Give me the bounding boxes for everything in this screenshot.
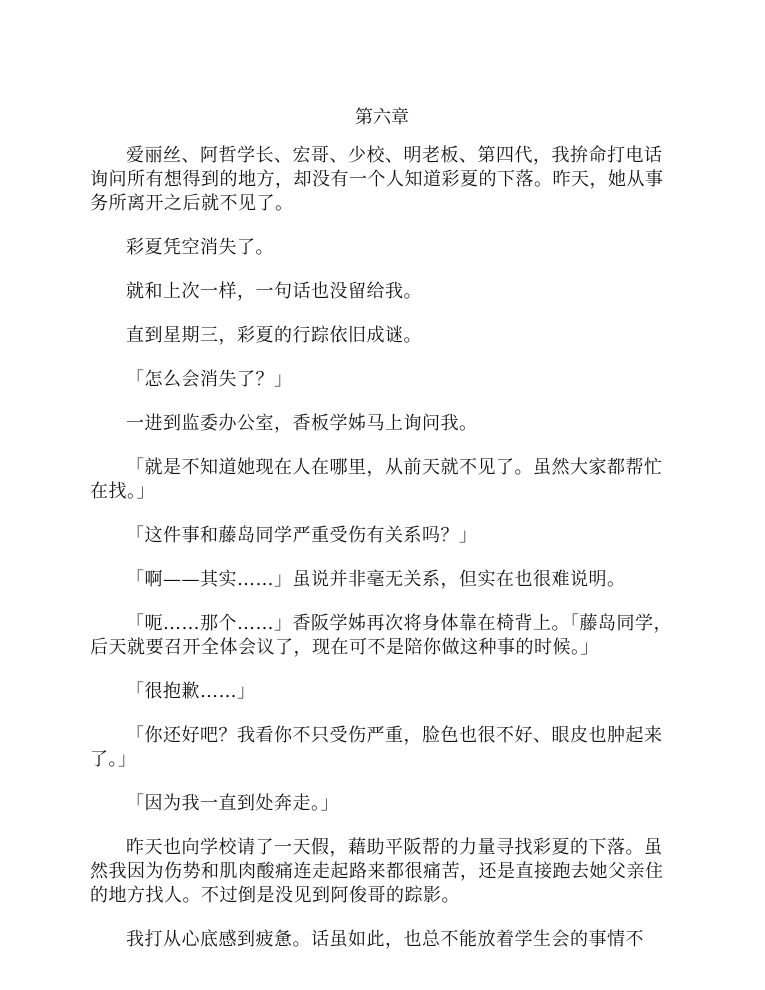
paragraph: 爱丽丝、阿哲学长、宏哥、少校、明老板、第四代，我拚命打电话询问所有想得到的地方，却没有一个人知道彩夏的下落。昨天，她从事务所离开之后就不见了。 [90, 145, 664, 214]
paragraph: 「呃……那个……」香阪学姊再次将身体靠在椅背上。「藤岛同学，后天就要召开全体会议了，现在可不是陪你做这种事的时候。」 [90, 613, 672, 658]
paragraph: 彩夏凭空消失了。 [126, 237, 274, 258]
document-page [90, 104, 674, 972]
paragraph: 「这件事和藤岛同学严重受伤有关系吗？」 [126, 525, 478, 546]
chapter-title: 第六章 [355, 107, 409, 128]
paragraph: 一进到监委办公室，香板学姊马上询问我。 [126, 413, 478, 434]
paragraph: 「很抱歉……」 [126, 681, 256, 702]
paragraph: 「怎么会消失了？」 [126, 369, 293, 390]
paragraph: 昨天也向学校请了一天假，藉助平阪帮的力量寻找彩夏的下落。虽然我因为伤势和肌肉酸痛连走起路来都很痛苦，还是直接跑去她父亲住的地方找人。不过倒是没见到阿俊哥的踪影。 [90, 837, 664, 906]
paragraph: 「你还好吧？我看你不只受伤严重，脸色也很不好、眼皮也肿起来了。」 [90, 725, 663, 770]
paragraph: 就和上次一样，一句话也没留给我。 [126, 281, 422, 302]
paragraph: 「啊——其实……」虽说并非毫无关系，但实在也很难说明。 [126, 569, 626, 590]
paragraph: 「因为我一直到处奔走。」 [126, 793, 339, 814]
paragraph: 我打从心底感到疲惫。话虽如此，也总不能放着学生会的事情不 [126, 929, 644, 950]
paragraph: 「就是不知道她现在人在哪里，从前天就不见了。虽然大家都帮忙在找。」 [90, 457, 663, 502]
paragraph: 直到星期三，彩夏的行踪依旧成谜。 [126, 325, 422, 346]
